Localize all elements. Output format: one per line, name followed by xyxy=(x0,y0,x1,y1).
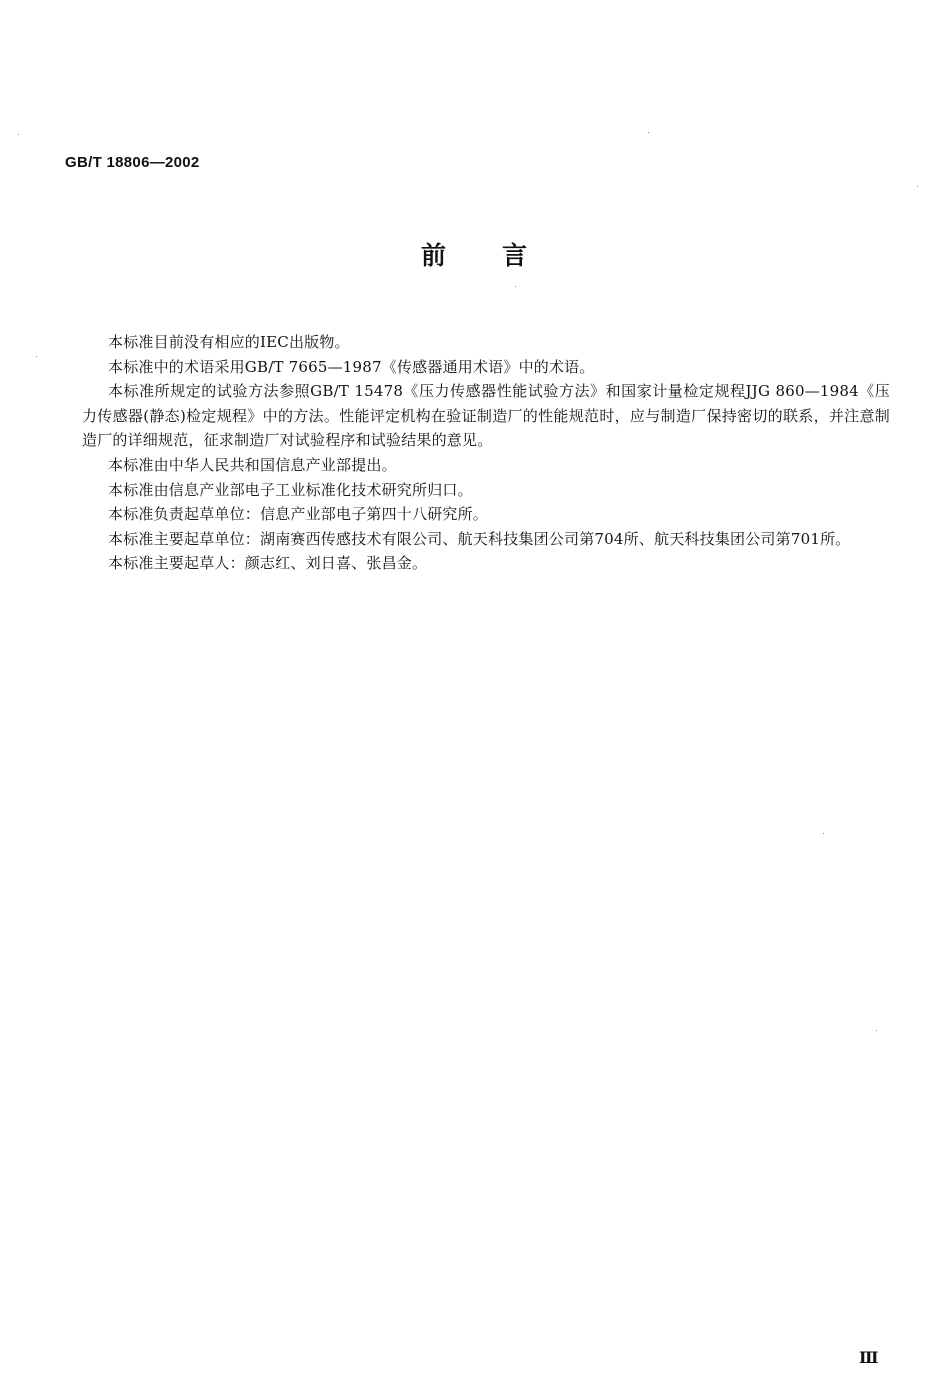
scan-speck xyxy=(917,186,918,187)
paragraph-terms: 本标准中的术语采用GB/T 7665—1987《传感器通用术语》中的术语。 xyxy=(108,357,595,376)
paragraph-centralized-by: 本标准由信息产业部电子工业标准化技术研究所归口。 xyxy=(108,480,473,499)
paragraph-test-methods: 本标准所规定的试验方法参照GB/T 15478《压力传感器性能试验方法》和国家计量检定规程JJG 860—1984《压力传感器(静态)检定规程》中的方法。性能评定机构在验证制造厂的性能规范时，应与制造厂保持密切的联系，并注意制造厂的详细规范，征求制造厂对试验程序和试验结果的意见。 xyxy=(82,382,890,450)
preface-body xyxy=(82,330,890,576)
paragraph-iec: 本标准目前没有相应的IEC出版物。 xyxy=(108,333,350,351)
page-title xyxy=(0,236,950,272)
scan-speck xyxy=(515,286,516,287)
paragraph-responsible-drafter: 本标准负责起草单位：信息产业部电子第四十八研究所。 xyxy=(108,505,489,524)
paragraph-main-drafters: 本标准主要起草人：颜志红、刘日喜、张昌金。 xyxy=(108,554,428,573)
scan-speck xyxy=(36,356,37,357)
scan-speck xyxy=(823,833,824,834)
page-number: Ⅲ xyxy=(859,1348,878,1367)
scan-speck xyxy=(18,134,19,135)
scan-speck xyxy=(648,132,649,133)
page-title-left-char: 前 xyxy=(420,241,448,270)
standard-number: GB/T 18806—2002 xyxy=(65,154,200,171)
paragraph-main-drafting-units: 本标准主要起草单位：湖南赛西传感技术有限公司、航天科技集团公司第704所、航天科技集团公司第701所。 xyxy=(108,529,851,548)
page-title-right-char: 言 xyxy=(502,241,530,270)
scan-speck xyxy=(876,1030,877,1031)
paragraph-proposed-by: 本标准由中华人民共和国信息产业部提出。 xyxy=(108,455,397,474)
